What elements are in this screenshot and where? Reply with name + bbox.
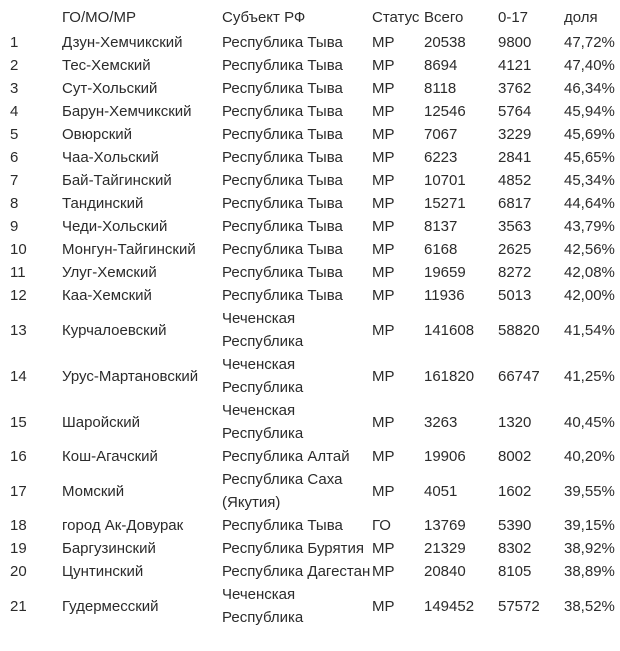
cell-subject: Республика Тыва (222, 517, 343, 534)
table-row (0, 353, 620, 399)
table-row (0, 468, 620, 514)
cell-subject: Чеченская Республика (222, 310, 304, 350)
cell-share: 38,92% (564, 540, 615, 557)
table-row (0, 261, 620, 284)
cell-district: Курчалоевский (62, 321, 167, 339)
cell-status: МР (372, 287, 395, 304)
cell-status: МР (372, 540, 395, 557)
cell-subject: Республика Тыва (222, 264, 343, 281)
cell-children: 6817 (498, 195, 532, 212)
cell-share: 42,00% (564, 287, 615, 304)
cell-district: Каа-Хемский (62, 287, 152, 304)
cell-district: Чеди-Хольский (62, 218, 168, 235)
cell-total: 141608 (424, 321, 475, 339)
cell-number: 4 (10, 103, 19, 120)
cell-subject: Республика Тыва (222, 287, 343, 304)
cell-subject: Республика Тыва (222, 172, 343, 189)
cell-total: 149452 (424, 597, 475, 615)
cell-subject: Чеченская Республика (222, 586, 304, 626)
cell-total: 4051 (424, 482, 458, 500)
cell-total: 3263 (424, 413, 458, 431)
cell-status: МР (372, 413, 395, 431)
cell-subject: Республика Тыва (222, 241, 343, 258)
cell-total: 19659 (424, 264, 466, 281)
table-row (0, 537, 620, 560)
cell-children: 1602 (498, 482, 532, 500)
cell-subject: Республика Тыва (222, 149, 343, 166)
cell-district: город Ак-Довурак (62, 517, 184, 534)
cell-children: 5764 (498, 103, 532, 120)
cell-total: 8118 (424, 80, 457, 97)
cell-subject: Республика Бурятия (222, 540, 364, 557)
cell-district: Кош-Агачский (62, 448, 158, 465)
cell-total: 20840 (424, 563, 466, 580)
cell-number: 3 (10, 80, 19, 97)
cell-status: МР (372, 172, 395, 189)
cell-children: 1320 (498, 413, 532, 431)
cell-total: 12546 (424, 103, 466, 120)
cell-children: 2625 (498, 241, 532, 258)
cell-number: 21 (10, 597, 27, 615)
cell-district: Сут-Хольский (62, 80, 158, 97)
cell-share: 39,15% (564, 517, 615, 534)
cell-status: МР (372, 57, 395, 74)
cell-number: 15 (10, 413, 27, 431)
cell-share: 40,20% (564, 448, 615, 465)
cell-share: 43,79% (564, 218, 615, 235)
cell-number: 12 (10, 287, 27, 304)
cell-total: 19906 (424, 448, 466, 465)
cell-share: 47,72% (564, 34, 615, 51)
table-row (0, 445, 620, 468)
cell-number: 7 (10, 172, 19, 189)
cell-district: Момский (62, 482, 125, 500)
cell-district: Цунтинский (62, 563, 144, 580)
table-row (0, 169, 620, 192)
cell-status: МР (372, 149, 395, 166)
cell-children: 9800 (498, 34, 532, 51)
cell-status: МР (372, 264, 395, 281)
cell-district: Тес-Хемский (62, 57, 151, 74)
table-row (0, 560, 620, 583)
cell-total: 161820 (424, 367, 475, 385)
cell-children: 2841 (498, 149, 532, 166)
cell-total: 8137 (424, 218, 458, 235)
header-subject: Субъект РФ (222, 9, 306, 26)
cell-status: МР (372, 218, 395, 235)
cell-number: 13 (10, 321, 27, 339)
table-row (0, 77, 620, 100)
cell-children: 8105 (498, 563, 532, 580)
cell-children: 4121 (498, 57, 532, 74)
cell-number: 17 (10, 482, 27, 500)
cell-subject: Республика Саха (Якутия) (222, 471, 343, 511)
cell-district: Чаа-Хольский (62, 149, 159, 166)
table-header-row (0, 4, 620, 31)
cell-total: 6168 (424, 241, 458, 258)
cell-share: 41,54% (564, 321, 615, 339)
cell-status: МР (372, 448, 395, 465)
cell-district: Гудермесский (62, 597, 159, 615)
cell-share: 45,69% (564, 126, 615, 143)
table-row (0, 146, 620, 169)
cell-share: 38,89% (564, 563, 615, 580)
header-district: ГО/МО/МР (62, 9, 136, 26)
header-status: Статус (372, 9, 420, 26)
cell-share: 38,52% (564, 597, 615, 615)
cell-number: 10 (10, 241, 27, 258)
cell-share: 39,55% (564, 482, 615, 500)
cell-number: 16 (10, 448, 27, 465)
cell-share: 40,45% (564, 413, 615, 431)
table-row (0, 514, 620, 537)
cell-children: 8272 (498, 264, 532, 281)
header-number (0, 4, 52, 31)
table-row (0, 238, 620, 261)
cell-status: МР (372, 482, 395, 500)
cell-district: Барун-Хемчикский (62, 103, 192, 120)
cell-district: Урус-Мартановский (62, 367, 199, 385)
cell-children: 57572 (498, 597, 540, 615)
cell-share: 46,34% (564, 80, 615, 97)
header-share: доля (564, 9, 598, 26)
cell-total: 21329 (424, 540, 466, 557)
cell-number: 11 (10, 264, 26, 281)
cell-children: 3762 (498, 80, 532, 97)
cell-subject: Республика Тыва (222, 80, 343, 97)
cell-district: Монгун-Тайгинский (62, 241, 196, 258)
cell-number: 5 (10, 126, 19, 143)
cell-number: 14 (10, 367, 27, 385)
table-row (0, 31, 620, 54)
cell-subject: Чеченская Республика (222, 356, 304, 396)
table-row (0, 123, 620, 146)
cell-total: 13769 (424, 517, 466, 534)
cell-subject: Республика Тыва (222, 103, 343, 120)
cell-status: МР (372, 34, 395, 51)
cell-status: МР (372, 126, 395, 143)
cell-total: 8694 (424, 57, 458, 74)
header-total: Всего (424, 9, 464, 26)
cell-total: 15271 (424, 195, 466, 212)
cell-status: ГО (372, 517, 391, 534)
cell-children: 8002 (498, 448, 532, 465)
cell-status: МР (372, 563, 395, 580)
cell-district: Шаройский (62, 413, 140, 431)
cell-subject: Республика Тыва (222, 57, 343, 74)
cell-share: 47,40% (564, 57, 615, 74)
cell-children: 4852 (498, 172, 532, 189)
cell-district: Баргузинский (62, 540, 156, 557)
table-row (0, 54, 620, 77)
cell-number: 6 (10, 149, 19, 166)
cell-share: 45,34% (564, 172, 615, 189)
cell-children: 5013 (498, 287, 532, 304)
cell-children: 58820 (498, 321, 540, 339)
cell-total: 6223 (424, 149, 458, 166)
cell-district: Улуг-Хемский (62, 264, 157, 281)
header-children: 0-17 (498, 9, 529, 26)
cell-district: Овюрский (62, 126, 133, 143)
cell-children: 3229 (498, 126, 532, 143)
cell-subject: Республика Тыва (222, 126, 343, 143)
cell-number: 9 (10, 218, 19, 235)
cell-share: 45,94% (564, 103, 615, 120)
cell-total: 20538 (424, 34, 466, 51)
cell-total: 11936 (424, 287, 465, 304)
cell-number: 19 (10, 540, 27, 557)
table-row (0, 192, 620, 215)
cell-children: 5390 (498, 517, 532, 534)
cell-children: 3563 (498, 218, 532, 235)
cell-status: МР (372, 195, 395, 212)
cell-subject: Чеченская Республика (222, 402, 304, 442)
cell-status: МР (372, 321, 395, 339)
cell-share: 42,56% (564, 241, 615, 258)
cell-total: 10701 (424, 172, 466, 189)
cell-status: МР (372, 103, 395, 120)
cell-subject: Республика Тыва (222, 34, 343, 51)
cell-status: МР (372, 597, 395, 615)
cell-subject: Республика Тыва (222, 218, 343, 235)
cell-number: 8 (10, 195, 19, 212)
cell-number: 18 (10, 517, 27, 534)
districts-table (0, 4, 620, 629)
cell-subject: Республика Дагестан (222, 563, 371, 580)
cell-district: Тандинский (62, 195, 144, 212)
cell-subject: Республика Алтай (222, 448, 350, 465)
cell-children: 8302 (498, 540, 532, 557)
cell-subject: Республика Тыва (222, 195, 343, 212)
table-body (0, 31, 620, 629)
cell-number: 1 (10, 34, 19, 51)
cell-status: МР (372, 241, 395, 258)
table-row (0, 307, 620, 353)
table-row (0, 215, 620, 238)
table-row (0, 399, 620, 445)
table-row (0, 100, 620, 123)
cell-total: 7067 (424, 126, 458, 143)
table-row (0, 284, 620, 307)
cell-share: 45,65% (564, 149, 615, 166)
cell-share: 41,25% (564, 367, 615, 385)
cell-status: МР (372, 80, 395, 97)
cell-status: МР (372, 367, 395, 385)
cell-district: Дзун-Хемчикский (62, 34, 183, 51)
cell-share: 42,08% (564, 264, 615, 281)
cell-children: 66747 (498, 367, 540, 385)
table-row (0, 583, 620, 629)
cell-number: 2 (10, 57, 19, 74)
cell-number: 20 (10, 563, 27, 580)
cell-share: 44,64% (564, 195, 615, 212)
cell-district: Бай-Тайгинский (62, 172, 172, 189)
